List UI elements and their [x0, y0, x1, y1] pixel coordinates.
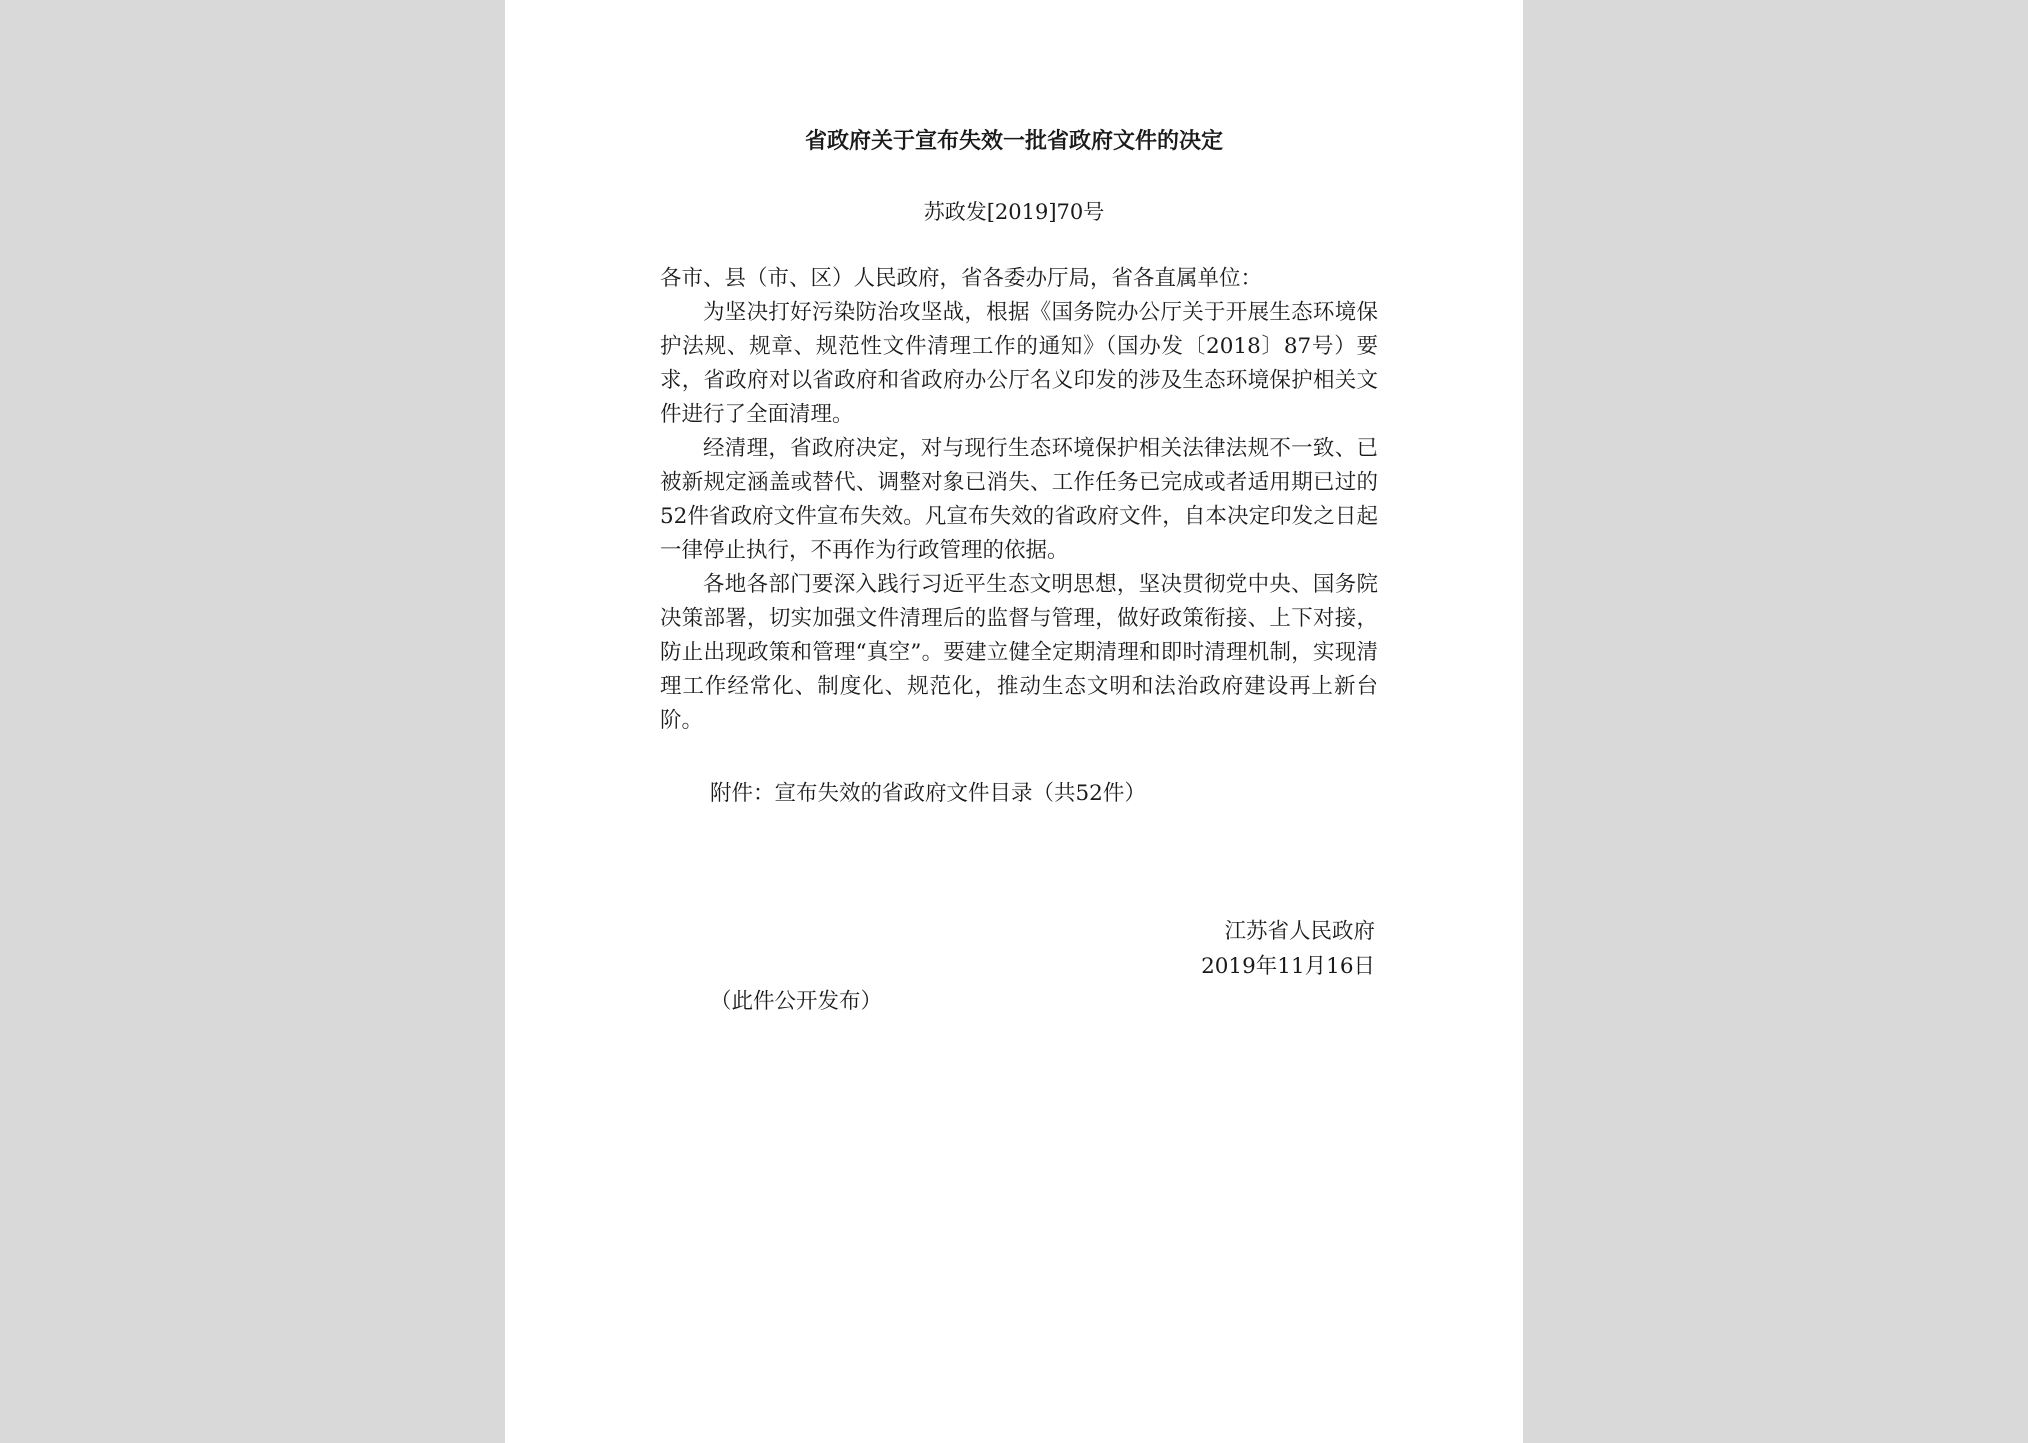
paragraph-1: 为坚决打好污染防治攻坚战，根据《国务院办公厅关于开展生态环境保护法规、规章、规范性文件清理工作的通知》（国办发〔2018〕87号）要求，省政府对以省政府和省政府办公厅名义印发的涉及生态环境保护相关文件进行了全面清理。 [660, 300, 1378, 427]
paragraph-2: 经清理，省政府决定，对与现行生态环境保护相关法律法规不一致、已被新规定涵盖或替代、调整对象已消失、工作任务已完成或者适用期已过的52件省政府文件宣布失效。凡宣布失效的省政府文件，自本决定印发之日起一律停止执行，不再作为行政管理的依据。 [660, 436, 1378, 563]
publication-note: （此件公开发布） [710, 989, 883, 1014]
salutation: 各市、县（市、区）人民政府，省各委办厅局，省各直属单位： [660, 266, 1263, 291]
document-body [660, 262, 1378, 738]
issuer-name: 江苏省人民政府 [1224, 919, 1375, 944]
document-page [505, 0, 1523, 1443]
document-number: 苏政发[2019]70号 [923, 200, 1105, 224]
paragraph-3: 各地各部门要深入践行习近平生态文明思想，坚决贯彻党中央、国务院决策部署，切实加强文件清理后的监督与管理，做好政策衔接、上下对接，防止出现政策和管理“真空”。要建立健全定期清理和即时清理机制，实现清理工作经常化、制度化、规范化，推动生态文明和法治政府建设再上新台阶。 [660, 572, 1378, 733]
document-title: 省政府关于宣布失效一批省政府文件的决定 [804, 128, 1223, 154]
issue-date: 2019年11月16日 [1201, 954, 1375, 979]
attachment-line: 附件：宣布失效的省政府文件目录（共52件） [710, 781, 1146, 806]
